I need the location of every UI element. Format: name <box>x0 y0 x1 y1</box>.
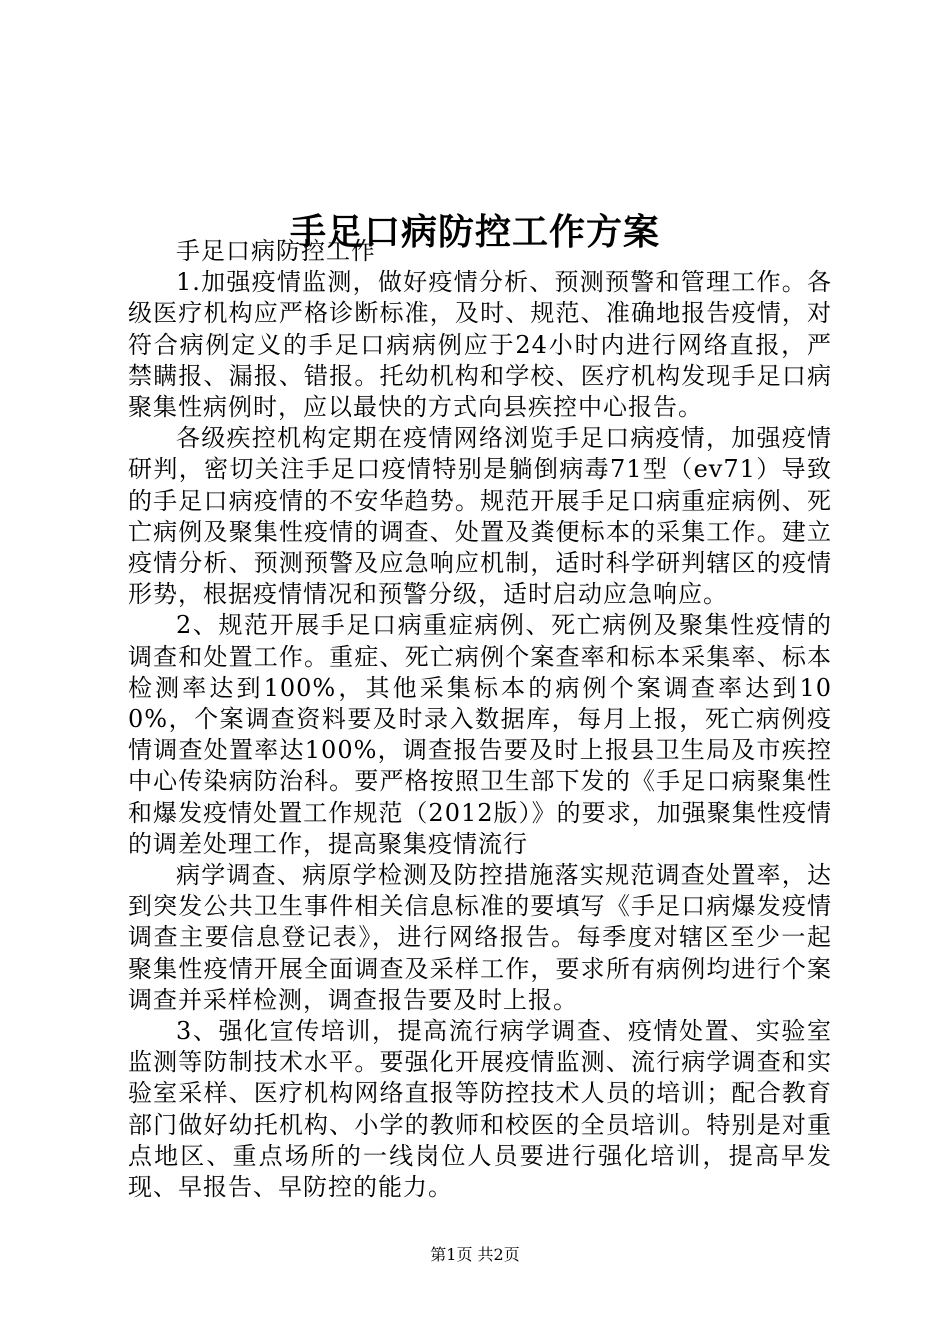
paragraph-item-1: 1.加强疫情监测，做好疫情分析、预测预警和管理工作。各级医疗机构应严格诊断标准，及时、规范、准确地报告疫情，对符合病例定义的手足口病病例应于24小时内进行网络直报，严禁瞒报、漏报、错报。托幼机构和学校、医疗机构发现手足口病聚集性病例时，应以最快的方式向县疾控中心报告。 <box>128 268 832 422</box>
paragraph-item-1-continued: 各级疾控机构定期在疫情网络浏览手足口病疫情，加强疫情研判，密切关注手足口疫情特别是躺倒病毒71型（ev71）导致的手足口病疫情的不安华趋势。规范开展手足口病重症病例、死亡病例及聚集性疫情的调查、处置及粪便标本的采集工作。建立疫情分析、预测预警及应急响应机制，适时科学研判辖区的疫情形势，根据疫情情况和预警分级，适时启动应急响应。 <box>128 424 832 609</box>
paragraph-item-2-continued: 病学调查、病原学检测及防控措施落实规范调查处置率，达到突发公共卫生事件相关信息标准的要填写《手足口病爆发疫情调查主要信息登记表》，进行网络报告。每季度对辖区至少一起聚集性疫情开展全面调查及采样工作，要求所有病例均进行个案调查并采样检测，调查报告要及时上报。 <box>128 861 832 1014</box>
page-title: 手足口病防控工作方案 <box>289 211 660 254</box>
page-number: 第1页 共2页 <box>430 1245 520 1264</box>
paragraph-item-2: 2、规范开展手足口病重症病例、死亡病例及聚集性疫情的调查和处置工作。重症、死亡病例个案查率和标本采集率、标本检测率达到100%，其他采集标本的病例个案调查率达到100%，个案调查资料要及时录入数据库，每月上报，死亡病例疫情调查处置率达100%，调查报告要及时上报县卫生局及市疾控中心传染病防治科。要严格按照卫生部下发的《手足口病聚集性和爆发疫情处置工作规范（2012版）》的要求，加强聚集性疫情的调差处理工作，提高聚集疫情流行 <box>128 611 832 858</box>
document-body <box>128 236 832 1203</box>
paragraph-item-3: 3、强化宣传培训，提高流行病学调查、疫情处置、实验室监测等防制技术水平。要强化开展疫情监测、流行病学调查和实验室采样、医疗机构网络直报等防控技术人员的培训；配合教育部门做好幼托机构、小学的教师和校医的全员培训。特别是对重点地区、重点场所的一线岗位人员要进行强化培训，提高早发现、早报告、早防控的能力。 <box>128 1017 832 1202</box>
paragraph-subtitle: 手足口病防控工作 <box>176 237 376 265</box>
